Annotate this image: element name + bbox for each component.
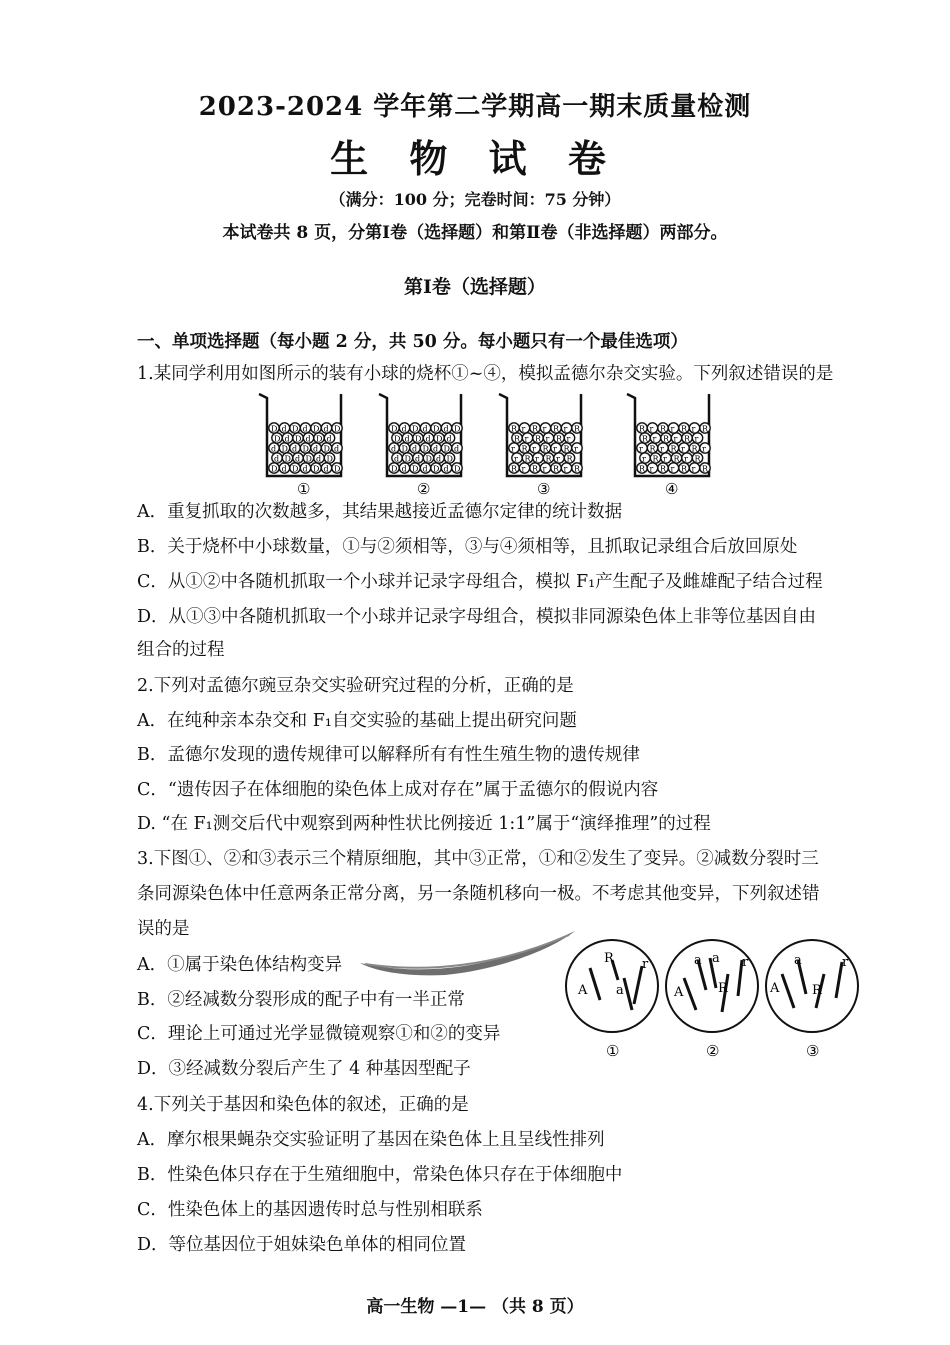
ball-letter: r: [542, 464, 547, 474]
ball-letter: R: [649, 444, 656, 454]
ball-letter: D: [436, 434, 443, 444]
beaker-figure: [255, 388, 735, 498]
cell-2: [666, 940, 758, 1060]
ball-letter: D: [313, 424, 320, 434]
cell-2-gene-a3: a: [712, 951, 720, 966]
ball-letter: R: [663, 434, 670, 444]
ball-letter: r: [556, 454, 560, 464]
beaker-3: [499, 394, 582, 498]
ball-letter: R: [542, 444, 549, 454]
ball-letter: d: [323, 464, 329, 474]
ball-letter: R: [694, 454, 701, 464]
ball-letter: r: [649, 464, 654, 474]
q1-option-b: B．关于烧杯中小球数量，①与②须相等，③与④须相等，且抓取记录组合后放回原处: [137, 537, 798, 557]
beaker-1: [259, 394, 342, 498]
exam-title: 2023-2024 学年第二学期高一期末质量检测: [198, 92, 752, 122]
ball-letter: D: [454, 464, 461, 474]
ball-letter: R: [556, 434, 563, 444]
beaker-label: ③: [537, 480, 551, 498]
ball-letter: r: [521, 464, 526, 474]
beaker-4: [627, 394, 710, 498]
ball-letter: R: [670, 444, 677, 454]
ball-letter: r: [663, 454, 667, 464]
ball-letter: R: [521, 444, 528, 454]
ball-letter: r: [652, 434, 657, 444]
ball-letter: D: [433, 464, 440, 474]
ball-letter: d: [302, 424, 308, 434]
ball-letter: r: [702, 444, 706, 454]
ball-letter: d: [436, 454, 442, 464]
q2-option-b: B．孟德尔发现的遗传规律可以解释所有有性生殖生物的遗传规律: [137, 745, 640, 765]
q2-option-a: A．在纯种亲本杂交和 F₁自交实验的基础上提出研究问题: [137, 711, 577, 731]
ball-letter: r: [673, 434, 678, 444]
ball-letter: D: [415, 434, 422, 444]
ball-letter: R: [535, 434, 542, 444]
ball-letter: d: [271, 444, 277, 454]
ball-letter: d: [433, 444, 439, 454]
q3-option-a: A．①属于染色体结构变异: [137, 955, 343, 975]
ball-letter: D: [271, 464, 278, 474]
cell-1: [566, 940, 658, 1060]
ball-letter: d: [334, 444, 340, 454]
cell-3: [766, 940, 858, 1060]
ball-letter: R: [691, 444, 698, 454]
ball-letter: D: [422, 444, 429, 454]
ball-letter: D: [334, 464, 341, 474]
ball-letter: R: [684, 434, 691, 444]
ball-letter: R: [652, 454, 659, 464]
ball-letter: D: [292, 464, 299, 474]
beaker-label: ②: [417, 480, 431, 498]
exam-intro: 本试卷共 8 页，分第Ⅰ卷（选择题）和第Ⅱ卷（非选择题）两部分。: [222, 223, 728, 243]
cell-1-gene-a: A: [578, 983, 588, 998]
ball-letter: D: [302, 444, 309, 454]
beaker-label: ①: [297, 480, 311, 498]
ball-letter: R: [532, 424, 539, 434]
ball-letter: r: [511, 444, 515, 454]
cell-3-gene-r2: r: [842, 955, 849, 970]
beaker-label: ④: [665, 480, 679, 498]
ball-letter: R: [681, 464, 688, 474]
cell-2-gene-a2: a: [694, 953, 702, 968]
ball-letter: R: [660, 424, 667, 434]
ball-letter: d: [284, 434, 290, 444]
q1-stem: 1.某同学利用如图所示的装有小球的烧杯①~④，模拟孟德尔杂交实验。下列叙述错误的是: [137, 364, 834, 384]
page-footer: 高一生物 —1— （共 8 页）: [366, 1297, 584, 1317]
ball-letter: R: [563, 444, 570, 454]
q4-option-b: B．性染色体只存在于生殖细胞中，常染色体只存在于体细胞中: [137, 1165, 623, 1185]
ball-letter: d: [305, 434, 311, 444]
ball-letter: d: [274, 454, 280, 464]
q2-stem: 2.下列对孟德尔豌豆杂交实验研究过程的分析，正确的是: [137, 676, 574, 696]
ball-letter: D: [391, 424, 398, 434]
cell-2-label: ②: [706, 1042, 720, 1060]
ball-letter: d: [443, 424, 449, 434]
ball-letter: r: [649, 424, 654, 434]
ball-letter: R: [639, 464, 646, 474]
q3-option-c: C．理论上可通过光学显微镜观察①和②的变异: [137, 1024, 501, 1044]
ball-letter: d: [415, 454, 421, 464]
ball-letter: D: [401, 444, 408, 454]
ball-letter: D: [313, 464, 320, 474]
ball-letter: r: [521, 424, 526, 434]
ball-letter: R: [673, 454, 680, 464]
ball-letter: d: [316, 454, 322, 464]
ball-letter: D: [316, 434, 323, 444]
cell-2-gene-r2: r: [742, 955, 749, 970]
ball-letter: D: [404, 454, 411, 464]
ball-letter: D: [446, 454, 453, 464]
cell-1-gene-r: R: [604, 951, 614, 966]
ball-letter: r: [691, 464, 696, 474]
ball-letter: d: [281, 424, 287, 434]
ball-letter: D: [326, 454, 333, 464]
exam-meta: （满分：100 分；完卷时间：75 分钟）: [329, 190, 621, 209]
cell-3-gene-a: A: [770, 981, 780, 996]
ball-letter: d: [422, 424, 428, 434]
cell-figure: [560, 938, 865, 1063]
ball-letter: R: [660, 464, 667, 474]
ball-letter: R: [553, 424, 560, 434]
ink-smudge: [355, 925, 585, 985]
ball-letter: R: [524, 454, 531, 464]
ball-letter: r: [684, 454, 688, 464]
ball-letter: d: [292, 444, 298, 454]
ball-letter: R: [545, 454, 552, 464]
ball-letter: r: [563, 424, 568, 434]
ball-letter: d: [446, 434, 452, 444]
q1-option-d: D．从①③中各随机抓取一个小球并记录字母组合，模拟非同源染色体上非等位基因自由: [137, 607, 817, 627]
q3-option-d: D．③经减数分裂后产生了 4 种基因型配子: [137, 1059, 471, 1079]
ball-letter: r: [535, 454, 539, 464]
ball-letter: R: [574, 424, 581, 434]
ball-letter: R: [511, 424, 518, 434]
ball-letter: D: [292, 424, 299, 434]
ball-letter: R: [553, 464, 560, 474]
ball-letter: R: [681, 424, 688, 434]
ball-letter: d: [401, 464, 407, 474]
q3-stem-3: 误的是: [137, 919, 190, 939]
ball-letter: R: [702, 424, 709, 434]
ball-letter: r: [639, 444, 643, 454]
ball-letter: R: [639, 424, 646, 434]
ball-letter: r: [660, 444, 664, 454]
ball-letter: d: [443, 464, 449, 474]
ball-letter: r: [670, 424, 675, 434]
ball-letter: d: [422, 464, 428, 474]
ball-letter: D: [412, 464, 419, 474]
ball-letter: R: [642, 434, 649, 444]
ball-letter: d: [425, 434, 431, 444]
ball-letter: D: [412, 424, 419, 434]
ball-letter: D: [433, 424, 440, 434]
ball-letter: d: [326, 434, 332, 444]
ball-letter: D: [334, 424, 341, 434]
ball-letter: R: [566, 454, 573, 464]
ball-letter: r: [545, 434, 550, 444]
q3-stem-2: 条同源染色体中任意两条正常分离，另一条随机移向一极。不考虑其他变异，下列叙述错: [137, 884, 820, 904]
q1-option-c: C．从①②中各随机抓取一个小球并记录字母组合，模拟 F₁产生配子及雌雄配子结合过程: [137, 572, 823, 592]
section-title: 第Ⅰ卷（选择题）: [404, 276, 546, 298]
ball-letter: R: [574, 464, 581, 474]
q4-option-c: C．性染色体上的基因遗传时总与性别相联系: [137, 1200, 483, 1220]
cell-3-gene-r: R: [812, 983, 822, 998]
q4-stem: 4.下列关于基因和染色体的叙述，正确的是: [137, 1095, 469, 1115]
ball-letter: R: [514, 434, 521, 444]
ball-letter: D: [425, 454, 432, 464]
ball-letter: D: [274, 434, 281, 444]
ball-letter: r: [670, 464, 675, 474]
ball-letter: r: [574, 444, 578, 454]
ball-letter: D: [281, 444, 288, 454]
cell-1-gene-a2: a: [616, 983, 624, 998]
ball-letter: d: [313, 444, 319, 454]
cell-1-gene-r2: r: [642, 957, 649, 972]
beaker-2: [379, 394, 462, 498]
ball-letter: r: [681, 444, 685, 454]
q2-option-c: C．“遗传因子在体细胞的染色体上成对存在”属于孟德尔的假说内容: [137, 780, 659, 800]
ball-letter: D: [323, 444, 330, 454]
ball-letter: d: [454, 444, 460, 454]
q1-option-d-cont: 组合的过程: [137, 640, 225, 660]
cell-1-label: ①: [606, 1042, 620, 1060]
q4-option-a: A．摩尔根果蝇杂交实验证明了基因在染色体上且呈线性排列: [137, 1130, 605, 1150]
ball-letter: r: [566, 434, 571, 444]
cell-3-gene-a2: a: [794, 953, 802, 968]
cell-3-label: ③: [806, 1042, 820, 1060]
ball-letter: R: [532, 464, 539, 474]
cell-2-gene-r: R: [718, 981, 728, 996]
ball-letter: D: [454, 424, 461, 434]
ball-letter: r: [514, 454, 518, 464]
ball-letter: d: [295, 454, 301, 464]
ball-letter: D: [443, 444, 450, 454]
q4-option-d: D．等位基因位于姐妹染色单体的相同位置: [137, 1235, 467, 1255]
ball-letter: d: [281, 464, 287, 474]
ball-letter: D: [295, 434, 302, 444]
ball-letter: d: [302, 464, 308, 474]
ball-letter: r: [694, 434, 699, 444]
q2-option-d: D. “在 F₁测交后代中观察到两种性状比例接近 1:1”属于“演绎推理”的过程: [137, 814, 711, 834]
ball-letter: r: [532, 444, 536, 454]
ball-letter: D: [305, 454, 312, 464]
q3-stem-1: 3.下图①、②和③表示三个精原细胞，其中③正常，①和②发生了变异。②减数分裂时三: [137, 849, 819, 869]
ball-letter: r: [553, 444, 557, 454]
ball-letter: D: [271, 424, 278, 434]
section-heading: 一、单项选择题（每小题 2 分，共 50 分。每小题只有一个最佳选项）: [137, 332, 688, 352]
subject-title: 生 物 试 卷: [330, 136, 620, 181]
ball-letter: d: [404, 434, 410, 444]
ball-letter: d: [323, 424, 329, 434]
ball-letter: r: [542, 424, 547, 434]
ball-letter: r: [691, 424, 696, 434]
ball-letter: D: [284, 454, 291, 464]
ball-letter: d: [394, 454, 400, 464]
ball-letter: r: [563, 464, 568, 474]
ball-letter: R: [702, 464, 709, 474]
ball-letter: d: [412, 444, 418, 454]
ball-letter: d: [401, 424, 407, 434]
ball-letter: R: [511, 464, 518, 474]
ball-letter: D: [394, 434, 401, 444]
q1-option-a: A．重复抓取的次数越多，其结果越接近孟德尔定律的统计数据: [137, 502, 623, 522]
ball-letter: r: [524, 434, 529, 444]
ball-letter: d: [391, 444, 397, 454]
ball-letter: r: [642, 454, 646, 464]
cell-2-gene-a: A: [674, 985, 684, 1000]
ball-letter: D: [391, 464, 398, 474]
q3-option-b: B．②经减数分裂形成的配子中有一半正常: [137, 990, 465, 1010]
